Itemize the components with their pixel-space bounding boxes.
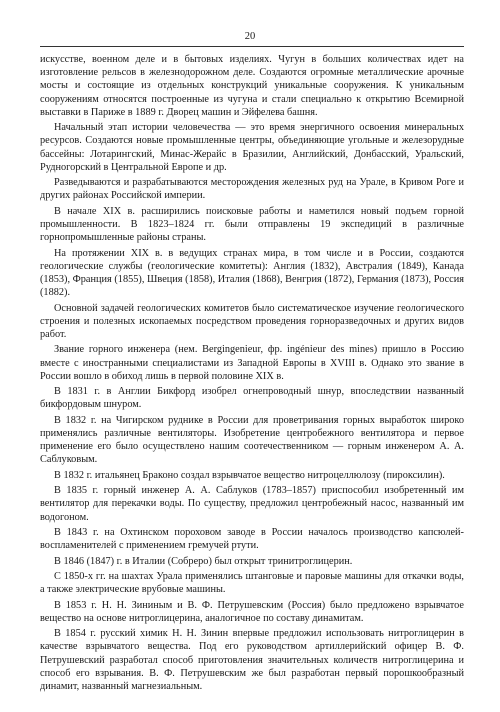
paragraph: В 1843 г. на Охтинском пороховом заводе в России началось производство капсюлей-воспламенителей с применением гремучей ртути.	[40, 526, 464, 552]
paragraph: В 1846 (1847) г. в Италии (Собреро) был открыт тринитроглицерин.	[54, 555, 353, 567]
paragraph: На протяжении XIX в. в ведущих странах мира, в том числе и в России, создаются геологические службы (геологические комитеты): Англия (1832), Австралия (1849), Канада (1853), Франция (1855), Швеция (1858), Италия (1868), Венгрия (1872), Германия (1873), Россия (1882).	[40, 247, 464, 299]
paragraph: Разведываются и разрабатываются месторождения железных руд на Урале, в Кривом Роге и других районах Российской империи.	[40, 177, 464, 202]
paragraph: В 1854 г. русский химик Н. Н. Зинин впервые предложил использовать нитроглицерин в качестве взрывчатого вещества. Под его руководством артиллерийский офицер В. Ф. Петрушевский разработал способ приготовления значительных количеств нитроглицерина и способ его взрывания. В. Ф. Петрушевским же был разработан первый порошкообразный динамит, названный магнезиальным.	[40, 628, 464, 692]
page-number: 20	[244, 31, 256, 42]
paragraph: В 1853 г. Н. Н. Зининым и В. Ф. Петрушевским (Россия) было предложено взрывчатое вещество на основе нитроглицерина, аналогичное по составу динамитам.	[40, 599, 464, 624]
body-text	[40, 53, 464, 695]
paragraph: В 1832 г. итальянец Браконо создал взрывчатое вещество нитроцеллюлозу (пироксилин).	[54, 469, 445, 481]
paragraph: Начальный этап истории человечества — это время энергичного освоения минеральных ресурсов. Создаются новые промышленные центры, объединяющие угольные и железорудные бассейны: Лотарингский, Минас-Жерайс в Бразилии, Английский, Донбасский, Уральский, Рудногорский в Центральной Европе и др.	[40, 122, 464, 173]
paragraph: искусстве, военном деле и в бытовых изделиях. Чугун в больших количествах идет на изготовление рельсов в железнодорожном деле. Создаются огромные металлические арочные мосты и состоящие из отдельных конструкций уникальные сооружения. К уникальным сооружениям относятся построенные из чугуна и стали специально к открытию Всемирной выставки в Париже в 1889 г. Дворец машин и Эйфелева башня.	[40, 54, 464, 118]
header-rule	[40, 46, 464, 47]
paragraph: В 1835 г. горный инженер А. А. Саблуков (1783–1857) приспособил изобретенный им вентилятор для перекачки воды. По существу, предложил центробежный насос, названный им водогоном.	[40, 485, 464, 523]
paragraph: В 1831 г. в Англии Бикфорд изобрел огнепроводный шнур, впоследствии названный бикфордовым шнуром.	[40, 386, 464, 411]
paragraph: Основной задачей геологических комитетов было систематическое изучение геологического строения и полезных ископаемых посредством проведения горноразведочных и других видов работ.	[40, 302, 464, 340]
paragraph: С 1850-х гг. на шахтах Урала применялись штанговые и паровые машины для откачки воды, а также электрические врубовые машины.	[40, 570, 464, 596]
paragraph: Звание горного инженера (нем. Bergingenieur, фр. ingénieur des mines) пришло в Россию вместе с иностранными специалистами из Западной Европы в XVIII в. Однако это звание в России вошло в обиход лишь в первой половине XIX в.	[40, 344, 464, 382]
paragraph: В 1832 г. на Чигирском руднике в России для проветривания горных выработок широко применялись различные вентиляторы. Изобретение центробежного вентилятора и первое применение его было осуществлено нашим соотечественником — горным инженером А. А. Саблуковым.	[40, 414, 464, 466]
paragraph: В начале XIX в. расширились поисковые работы и наметился новый подъем горной промышленности. В 1823–1824 гг. были отправлены 19 экспедиций в различные горнопромышленные районы страны.	[40, 205, 464, 244]
